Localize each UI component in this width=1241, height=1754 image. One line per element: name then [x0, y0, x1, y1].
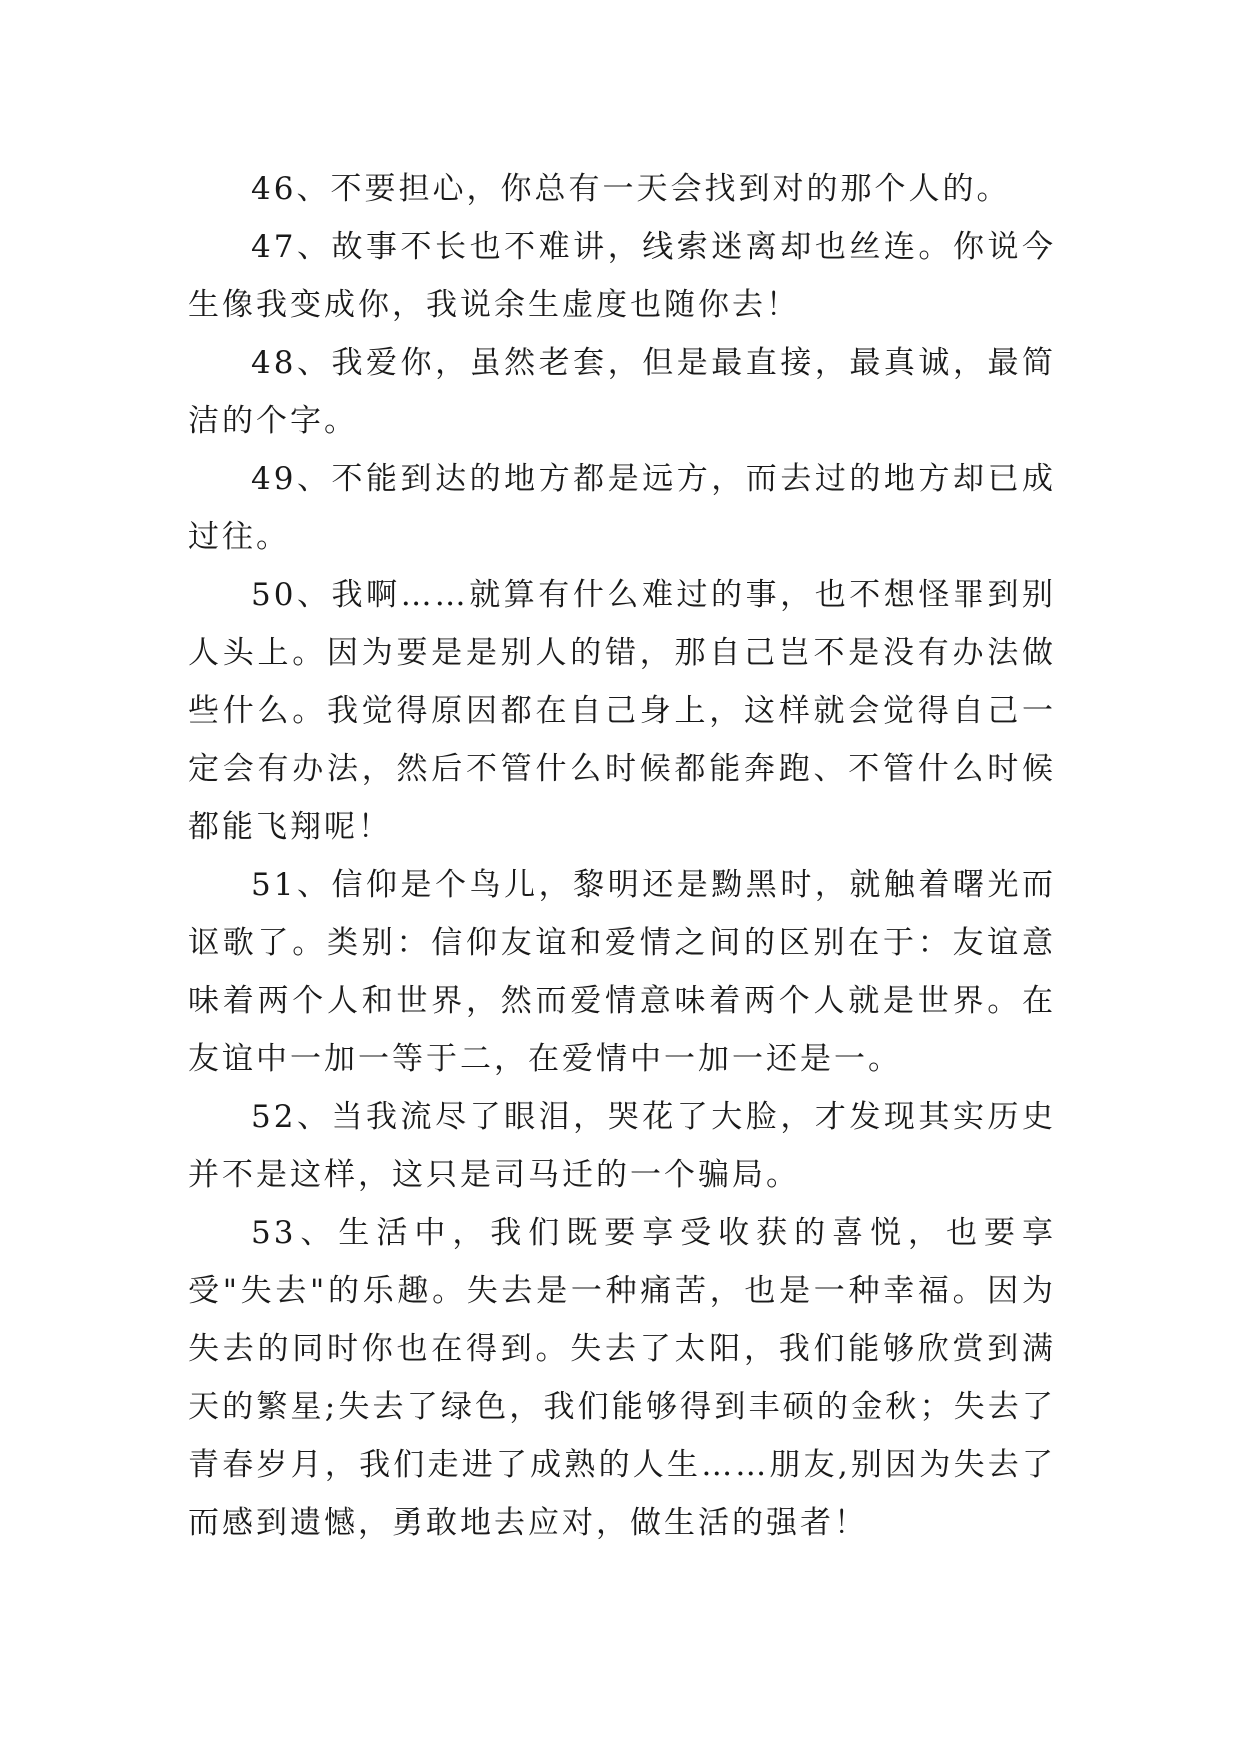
paragraph-52: 52、当我流尽了眼泪，哭花了大脸，才发现其实历史并不是这样，这只是司马迁的一个骗局。: [188, 1099, 1056, 1193]
paragraph-51: 51、信仰是个鸟儿，黎明还是黝黑时，就触着曙光而讴歌了。类别：信仰友谊和爱情之间的区别在于：友谊意味着两个人和世界，然而爱情意味着两个人就是世界。在友谊中一加一等于二，在爱情中一加一还是一。: [188, 867, 1056, 1077]
paragraph-46: 46、不要担心，你总有一天会找到对的那个人的。: [251, 171, 1011, 207]
paragraph-50: 50、我啊……就算有什么难过的事，也不想怪罪到别人头上。因为要是是别人的错，那自己岂不是没有办法做些什么。我觉得原因都在自己身上，这样就会觉得自己一定会有办法，然后不管什么时候都能奔跑、不管什么时候都能飞翔呢！: [188, 577, 1056, 845]
paragraph-53: 53、生活中，我们既要享受收获的喜悦，也要享受"失去"的乐趣。失去是一种痛苦，也是一种幸福。因为失去的同时你也在得到。失去了太阳，我们能够欣赏到满天的繁星;失去了绿色，我们能够得到丰硕的金秋；失去了青春岁月，我们走进了成熟的人生……朋友,别因为失去了而感到遗憾，勇敢地去应对，做生活的强者！: [188, 1215, 1056, 1541]
paragraph-49: 49、不能到达的地方都是远方，而去过的地方却已成过往。: [188, 461, 1056, 555]
document-body: [188, 160, 1056, 1552]
paragraph-47: 47、故事不长也不难讲，线索迷离却也丝连。你说今生像我变成你，我说余生虚度也随你去！: [188, 229, 1056, 323]
paragraph-48: 48、我爱你，虽然老套，但是最直接，最真诚，最简洁的个字。: [188, 345, 1056, 439]
